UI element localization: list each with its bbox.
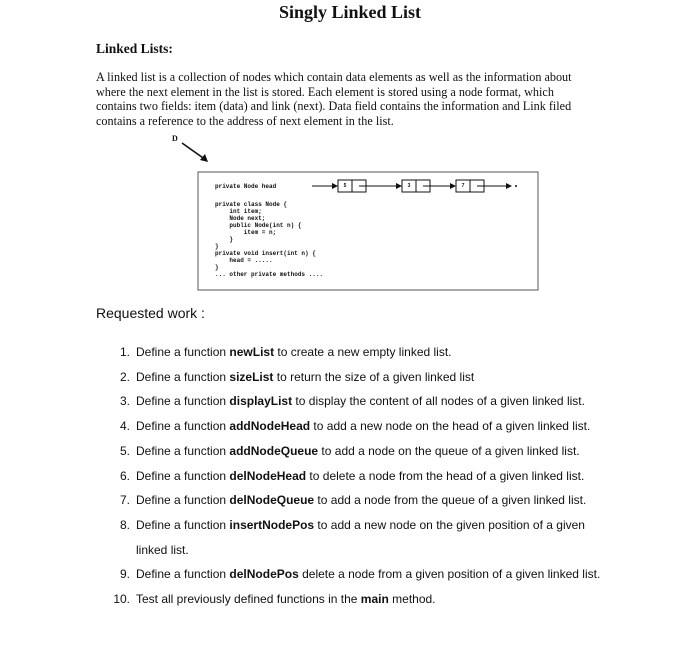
- task-text: method.: [388, 592, 436, 607]
- diagram-label: D: [172, 134, 178, 143]
- page-title: Singly Linked List: [278, 2, 422, 22]
- task-text: to create a new empty linked list.: [274, 345, 452, 359]
- task-text: to delete a node from the head of a given linked list.: [306, 468, 585, 483]
- task-text: Test all previously defined functions in the: [136, 592, 361, 607]
- intro-paragraph: A linked list is a collection of nodes which contain data elements as well as the information about where the next element in the list is stored. Each element is stored using a node format, which contains two fields: item (data) and link (next). Data field contains the information and Link filed contains a reference to the address of next element in the list.: [96, 70, 572, 128]
- task-item: [110, 464, 610, 489]
- task-number: 8.: [119, 517, 130, 532]
- task-function-name: delNodeHead: [229, 468, 307, 483]
- task-text: to add a new node on the given position of a given linked list.: [136, 517, 585, 557]
- task-item: [110, 439, 610, 464]
- task-item: [110, 340, 610, 365]
- task-number: 3.: [119, 394, 130, 409]
- node-1-value: 5: [343, 183, 347, 189]
- task-number: 4.: [119, 419, 130, 434]
- task-text: Define a function: [136, 567, 230, 582]
- task-number: 7.: [119, 493, 130, 508]
- task-item: [110, 513, 610, 562]
- task-function-name: addNodeQueue: [229, 443, 319, 458]
- task-item: [110, 562, 610, 587]
- task-function-name: delNodePos: [229, 567, 299, 582]
- task-text: to add a node from the queue of a given linked list.: [314, 493, 587, 508]
- task-text: Define a function: [136, 493, 230, 508]
- code-head-declaration: private Node head: [215, 183, 277, 190]
- task-text: Define a function: [136, 443, 230, 458]
- task-text: to add a new node on the head of a given linked list.: [310, 419, 591, 434]
- task-list: [110, 340, 610, 612]
- task-item: [110, 587, 610, 612]
- node-2-value: 3: [407, 183, 411, 189]
- task-text: Define a function: [136, 394, 230, 409]
- code-snippet: private class Node { int item; Node next; public Node(int n) { item = n; } } private void insert(int n) { head = ..... } ... other private methods ....: [215, 201, 324, 278]
- task-item: [110, 414, 610, 439]
- task-text: Define a function: [136, 468, 230, 483]
- task-number: 10.: [113, 592, 130, 607]
- task-number: 9.: [119, 567, 130, 582]
- task-number: 2.: [119, 369, 130, 384]
- task-text: delete a node from a given position of a given linked list.: [298, 567, 601, 582]
- task-item: [110, 365, 610, 390]
- task-number: 6.: [119, 468, 130, 483]
- task-function-name: newList: [229, 345, 275, 359]
- node-3-value: 7: [461, 183, 465, 189]
- task-item: [110, 389, 610, 414]
- task-function-name: displayList: [229, 394, 293, 409]
- task-item: [110, 488, 610, 513]
- task-function-name: delNodeQueue: [229, 493, 315, 508]
- pointer-arrowhead: [200, 154, 208, 162]
- linked-list-diagram: [0, 0, 700, 300]
- null-terminator: [515, 185, 517, 187]
- task-function-name: insertNodePos: [229, 517, 315, 532]
- task-function-name: addNodeHead: [229, 419, 311, 434]
- task-text: Define a function: [136, 369, 230, 384]
- task-text: to return the size of a given linked list: [273, 369, 475, 384]
- requested-work-heading: Requested work :: [96, 305, 205, 321]
- task-text: Define a function: [136, 419, 230, 434]
- task-number: 5.: [119, 443, 130, 458]
- task-function-name: main: [360, 592, 389, 607]
- task-function-name: sizeList: [229, 369, 274, 384]
- section-heading-linked-lists: Linked Lists:: [96, 41, 173, 56]
- task-text: Define a function: [136, 517, 230, 532]
- task-text: Define a function: [136, 345, 230, 359]
- task-number: 1.: [119, 345, 130, 359]
- task-text: to add a node on the queue of a given linked list.: [318, 443, 580, 458]
- task-text: to display the content of all nodes of a given linked list.: [292, 394, 585, 409]
